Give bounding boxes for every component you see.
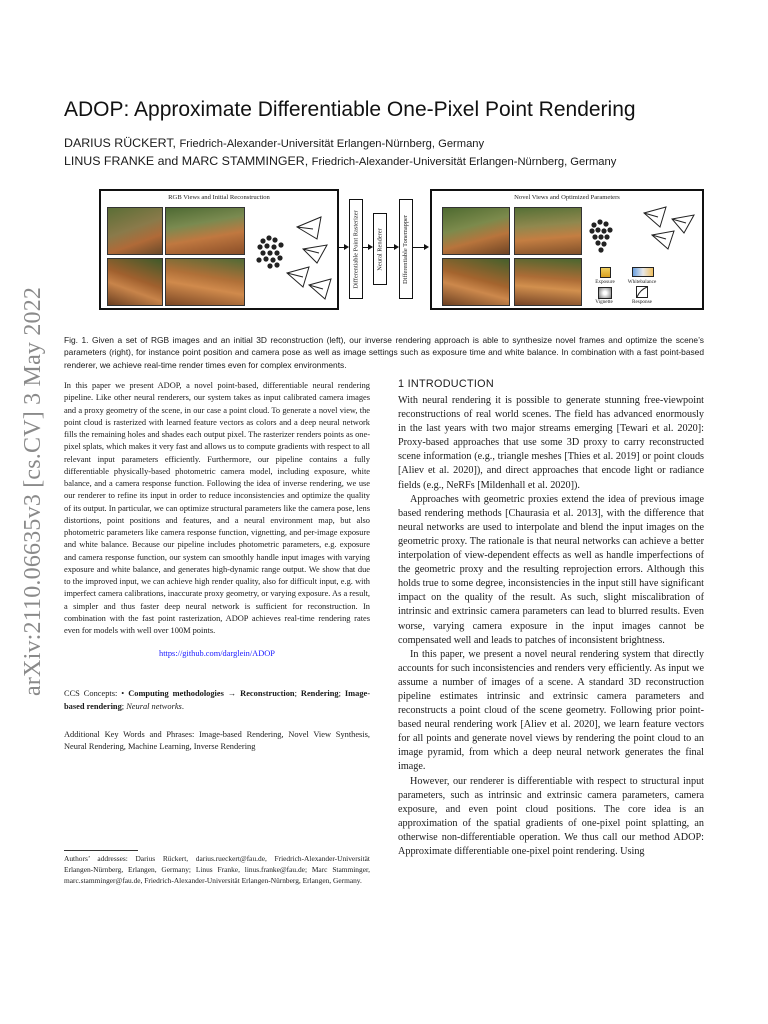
ccs-item-4: Neural networks: [126, 701, 182, 711]
novel-view-4: [514, 258, 582, 306]
response-icon: [636, 286, 648, 298]
ccs-end: .: [181, 701, 184, 711]
param-response: Response: [632, 299, 652, 305]
author-addresses: Authors’ addresses: Darius Rückert, darius.rueckert@fau.de, Friedrich-Alexander-Universität Erlangen-Nürnberg, Erlangen, Germany; Linus Franke, linus.franke@fau.de; Marc Stamminger, marc.stamminger@fau.de, Friedrich-Alexander-Universität Erlangen-Nürnberg, Erlangen, Germany.: [64, 854, 370, 885]
footnote-rule: [64, 850, 138, 851]
ccs-sep-2: ;: [338, 689, 345, 699]
figure-left-title: RGB Views and Initial Reconstruction: [168, 194, 270, 201]
arxiv-stamp: [12, 150, 52, 710]
novel-view-3: [442, 258, 510, 306]
arrow-1: [337, 247, 345, 248]
arxiv-stamp-text: arXiv:2110.06635v3 [cs.CV] 3 May 2022: [20, 286, 46, 696]
whitebalance-icon: [632, 267, 654, 277]
figure-right-panel: [430, 189, 704, 310]
exposure-icon: [600, 267, 611, 278]
ccs-label: CCS Concepts: •: [64, 689, 125, 699]
vignette-icon: [598, 287, 612, 299]
stage-rasterizer: [349, 199, 363, 299]
intro-paragraph-1: With neural rendering it is possible to generate stunning free-viewpoint reconstructions of real world scenes. The field has advanced enormously in the last years with two major streams emerging [Tewari et al. 2020]: Proxy-based approaches that use some 3D proxy to carry reconstructed scene information (e.g., triangle meshes [Thies et al. 2019] or point clouds [Aliev et al. 2020]), and direct approaches that encode light or radiance fields (e.g., NeRFs [Mildenhall et al. 2020]).: [398, 395, 704, 491]
stage-rasterizer-label: Differentiable Point Rasterizer: [352, 209, 360, 289]
ccs-item-1: Computing methodologies → Reconstruction: [128, 689, 295, 699]
stage-tonemapper: [399, 199, 413, 299]
stage-neural-renderer-label: Neural Renderer: [376, 227, 384, 271]
ccs-sep-1: ;: [294, 689, 301, 699]
param-vignette: Vignette: [595, 299, 613, 305]
arrow-2: [363, 247, 369, 248]
author-names-2: LINUS FRANKE and MARC STAMMINGER,: [64, 154, 309, 168]
input-photo-2: [165, 207, 245, 255]
ccs-sep-3: ;: [121, 701, 127, 711]
author-affiliation-1: Friedrich-Alexander-Universität Erlangen-Nürnberg, Germany: [179, 138, 485, 150]
intro-paragraph-4: However, our renderer is differentiable with respect to structural input parameters, such as intrinsic and extrinsic camera parameters, camera exposure, and even point cloud positions. The core idea is an approximation of the spatial gradients of one-pixel point splatting, an otherwise non-differentiable operation. We thus call our method ADOP: Approximate differentiable one-pixel point rendering. Using: [398, 775, 704, 857]
keywords: Additional Key Words and Phrases: Image-based Rendering, Novel View Synthesis, Neural Rendering, Machine Learning, Inverse Rendering: [64, 729, 370, 751]
paper-title: ADOP: Approximate Differentiable One-Pixel Point Rendering: [64, 98, 636, 121]
figure-caption: Fig. 1. Given a set of RGB images and an initial 3D reconstruction (left), our inverse rendering approach is able to synthesize novel frames and optimize the scene’s parameters (right), for instance point position and camera pose as well as image settings such as exposure time and white balance. In combination with a fast point-based renderer, we achieve real-time render times even for complex environments.: [64, 335, 704, 370]
ccs-item-2: Rendering: [300, 689, 339, 699]
param-exposure: Exposure: [595, 279, 615, 285]
intro-paragraph-3: In this paper, we present a novel neural rendering system that directly accounts for such inconsistencies and renders very efficiently. As input we assume a number of images of a scene. A standard 3D reconstruction pipeline estimates intrinsic and extrinsic camera parameters and reconstructs a point cloud of the scene geometry. Following prior point-based neural rendering work [Aliev et al. 2020], we learn feature vectors for all points and generate novel views by rendering the point cloud to an image pyramid, from which a deep neural network generates the final image.: [398, 648, 704, 773]
novel-view-2: [514, 207, 582, 255]
param-whitebalance: Whitebalance: [627, 279, 657, 285]
section-heading: 1 INTRODUCTION: [398, 378, 494, 390]
left-column: [64, 380, 370, 753]
figure-right-title: Novel Views and Optimized Parameters: [514, 194, 620, 201]
right-column: [398, 378, 704, 859]
teaser-figure: [99, 187, 704, 312]
arrow-3: [387, 247, 395, 248]
author-names-1: DARIUS RÜCKERT,: [64, 136, 176, 150]
author-line-1: [64, 136, 724, 150]
github-link[interactable]: https://github.com/darglein/ADOP: [159, 649, 275, 659]
point-cloud-graphic: [247, 205, 335, 305]
author-affiliation-2: Friedrich-Alexander-Universität Erlangen-Nürnberg, Germany: [311, 156, 617, 168]
stage-neural-renderer: [373, 213, 387, 285]
ccs-concepts: [64, 688, 370, 713]
input-photo-4: [165, 258, 245, 306]
novel-view-1: [442, 207, 510, 255]
input-photo-1: [107, 207, 163, 255]
arrow-4: [413, 247, 425, 248]
abstract: In this paper we present ADOP, a novel point-based, differentiable neural rendering pipeline. Like other neural renderers, our system takes as input calibrated camera images and a proxy geometry of the scene, in our case a point cloud. To generate a novel view, the point cloud is rasterized with learned feature vectors as colors and a deep neural network fills the remaining holes and shades each output pixel. The rasterizer renders points as one-pixel splats, which makes it very fast and allows us to compute gradients with respect to all relevant input parameters efficiently. Furthermore, our pipeline contains a fully differentiable physically-based photometric camera model, including exposure, white balance, and a camera response function. Following the idea of inverse rendering, we use our renderer to refine its input in order to reduce inconsistencies and optimize the quality of its output. In particular, we can optimize structural parameters like the camera pose, lens distortions, point positions and features, and a neural environment map, but also photometric parameters like camera response function, vignetting, and per-image exposure and white balance. Because our pipeline includes photometric parameters, e.g. exposure and camera response function, our system can smoothly handle input images with varying exposure and white balance, and generates high-dynamic range output. We show that due to the improved input, we can achieve high render quality, also for difficult input, e.g. with imperfect camera calibrations, inaccurate proxy geometry, or varying exposure. As a result, a simpler and thus faster deep neural network is sufficient for reconstruction. In combination with the fast point rasterization, ADOP achieves real-time rendering rates even for models with well over 100M points.: [64, 381, 370, 635]
figure-left-panel: [99, 189, 339, 310]
optimized-point-cloud-graphic: [584, 205, 700, 265]
ccs-item-3: Image-based rendering: [64, 689, 371, 711]
input-photo-3: [107, 258, 163, 306]
author-line-2: [64, 154, 724, 168]
intro-paragraph-2: Approaches with geometric proxies extend the idea of previous image based rendering methods [Chaurasia et al. 2013], with the difference that neural networks are used to interpolate and blend the input images on the geometric proxy. The rationale is that neural networks can achieve a better interpolation of view-dependent effects as well as handle imperfections of the geometric proxy and the resulting reprojection errors. Although this holds true to some degree, inconsistencies in the input still have significant impact on the quality of the result. As such, slight miscalibration of intrinsic and extrinsic camera parameters can lead to blurred results. Even worse, varying camera exposure in the input images cannot be compensated well and leads to patches of inconsistent brightness.: [398, 493, 704, 646]
stage-tonemapper-label: Differentiable Tonemapper: [402, 214, 410, 284]
